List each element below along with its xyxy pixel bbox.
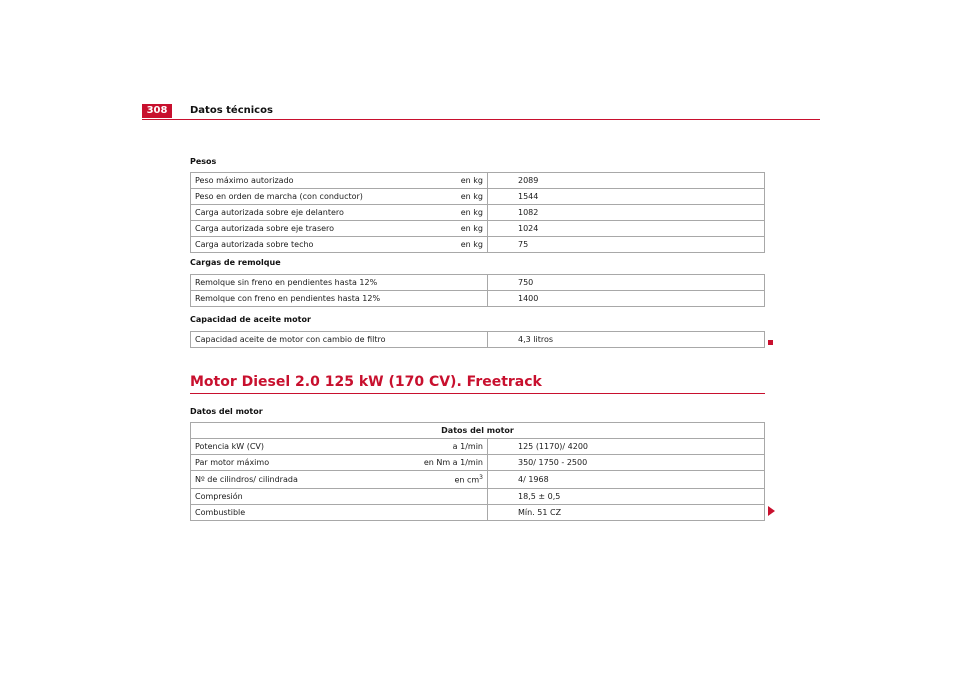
table-row [191,439,765,455]
table-row [191,237,765,253]
row-value: 750 [488,275,765,291]
row-name: Potencia kW (CV) [191,439,420,455]
row-unit: en kg [419,189,488,205]
row-unit [419,332,488,348]
row-name: Par motor máximo [191,455,420,471]
row-value: 125 (1170)/ 4200 [488,439,765,455]
row-unit: en kg [419,173,488,189]
unit-text: en cm [454,475,480,485]
table-caption-row [191,423,765,439]
row-value: 2089 [488,173,765,189]
table-row [191,489,765,505]
row-value: 4/ 1968 [488,471,765,489]
row-value: 1544 [488,189,765,205]
row-unit [419,291,488,307]
row-name: Carga autorizada sobre eje delantero [191,205,420,221]
table-row [191,291,765,307]
table-row [191,332,765,348]
running-title: Datos técnicos [190,105,273,116]
page-number: 308 [142,104,172,118]
page-header [142,104,820,120]
remolque-table [190,274,765,307]
row-unit: en Nm a 1/min [419,455,488,471]
row-name: Capacidad aceite de motor con cambio de filtro [191,332,420,348]
row-name: Carga autorizada sobre techo [191,237,420,253]
row-value: 1400 [488,291,765,307]
row-value: 1024 [488,221,765,237]
row-value: 18,5 ± 0,5 [488,489,765,505]
table-row [191,505,765,521]
row-unit [419,275,488,291]
row-value: 75 [488,237,765,253]
pesos-table [190,172,765,253]
row-value: Mín. 51 CZ [488,505,765,521]
row-value: 1082 [488,205,765,221]
row-unit: a 1/min [419,439,488,455]
table-row [191,221,765,237]
table-row [191,455,765,471]
table-row [191,189,765,205]
row-name: Remolque con freno en pendientes hasta 12% [191,291,420,307]
row-name: Peso máximo autorizado [191,173,420,189]
row-value: 4,3 litros [488,332,765,348]
row-unit: en kg [419,205,488,221]
table-row [191,471,765,489]
table-row [191,275,765,291]
section-heading: Motor Diesel 2.0 125 kW (170 CV). Freetrack [190,373,765,394]
aceite-table [190,331,765,348]
table-caption: Datos del motor [191,423,765,439]
row-value: 350/ 1750 - 2500 [488,455,765,471]
row-name: Peso en orden de marcha (con conductor) [191,189,420,205]
motor-label: Datos del motor [190,407,263,416]
row-name: Compresión [191,489,420,505]
row-unit: en kg [419,237,488,253]
end-of-section-icon [768,340,773,345]
table-row [191,173,765,189]
remolque-label: Cargas de remolque [190,258,281,267]
row-name: Carga autorizada sobre eje trasero [191,221,420,237]
aceite-label: Capacidad de aceite motor [190,315,311,324]
row-unit [419,489,488,505]
table-row [191,205,765,221]
row-unit [419,505,488,521]
continue-arrow-icon [768,506,775,516]
pesos-label: Pesos [190,157,217,166]
motor-table [190,422,765,521]
row-name: Nº de cilindros/ cilindrada [191,471,420,489]
row-name: Remolque sin freno en pendientes hasta 12% [191,275,420,291]
row-unit: en kg [419,221,488,237]
unit-superscript: 3 [479,474,483,482]
row-unit [419,471,488,489]
row-name: Combustible [191,505,420,521]
